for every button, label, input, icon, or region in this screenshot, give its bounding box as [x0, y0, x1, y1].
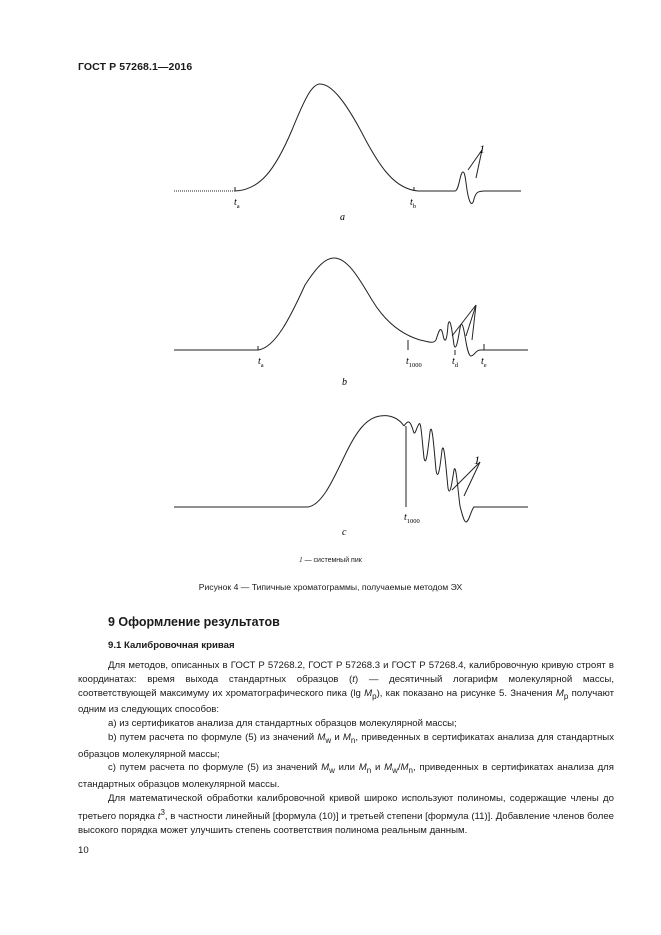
tick-label-c-t1000: $t_{1000}$	[404, 512, 420, 525]
figure-caption: Рисунок 4 — Типичные хроматограммы, получаемые методом ЭХ	[198, 582, 463, 592]
system-peaks-c	[404, 422, 528, 522]
arrow-c2	[464, 462, 480, 496]
peak-curve-c	[308, 416, 404, 507]
paragraph-2: a) из сертификатов анализа для стандартных образцов молекулярной массы;	[108, 718, 457, 730]
peak-curve-a	[235, 84, 455, 191]
peak-curve-b	[258, 258, 436, 350]
tick-label-b-te: $t_e$	[481, 356, 487, 369]
chromatogram-a	[174, 84, 521, 204]
system-peak-a	[455, 172, 521, 204]
tick-label-b-ta: $t_a$	[258, 356, 264, 369]
chart-label-c: c	[342, 527, 347, 538]
tick-label-a-tb: $t_b$	[410, 197, 417, 210]
tick-label-b-td: $t_d$	[452, 356, 459, 369]
chart-label-a: a	[340, 212, 345, 223]
tick-label-a-ta: $t_a$	[234, 197, 240, 210]
system-peak-marker-a: 1	[479, 142, 485, 156]
document-header: ГОСТ Р 57268.1—2016	[78, 61, 193, 73]
chromatogram-c	[174, 416, 528, 522]
page-number: 10	[78, 845, 89, 856]
paragraph-5: Для математической обработки калибровочной кривой широко используют полиномы, содержащие члены до третьего порядка $t^3$, в частности линейный [формула (10)] и третьей степени [формула (11)]. Добавление членов более высокого порядка может улучшить степень соответствия полинома реальным данным.	[78, 792, 614, 836]
system-peaks-b	[436, 322, 528, 356]
chart-label-b: b	[342, 377, 347, 388]
tick-label-b-t1000: $t_{1000}$	[406, 356, 422, 369]
chromatogram-b	[174, 258, 528, 356]
section-heading: 9 Оформление результатов	[108, 615, 280, 629]
paragraph-1: Для методов, описанных в ГОСТ Р 57268.2, ГОСТ Р 57268.3 и ГОСТ Р 57268.4, калибровочную кривую строят в координатах: время выхода стандартных образцов (t) — десятичный логарифм молекулярной массы, соответствующей максимуму их хроматографического пика (lg $M_p$), как показано на рисунке 5. Значения $M_p$ получают одним из следующих способов:	[78, 660, 615, 716]
figure-legend: 1 — системный пик	[299, 556, 362, 564]
body-text	[78, 659, 614, 837]
paragraph-3: b) путем расчета по формуле (5) из значений $M_w$ и $M_n$, приведенных в сертификатах анализа для стандартных образцов молекулярной массы;	[78, 731, 614, 760]
subsection-heading: 9.1 Калибровочная кривая	[108, 640, 235, 651]
paragraph-4: c) путем расчета по формуле (5) из значений $M_w$ или $M_n$ и $M_w/M_n$, приведенных в сертификатах анализа для стандартных образцов молекулярной массы.	[78, 762, 614, 791]
system-peak-marker-c: 1	[474, 453, 480, 467]
